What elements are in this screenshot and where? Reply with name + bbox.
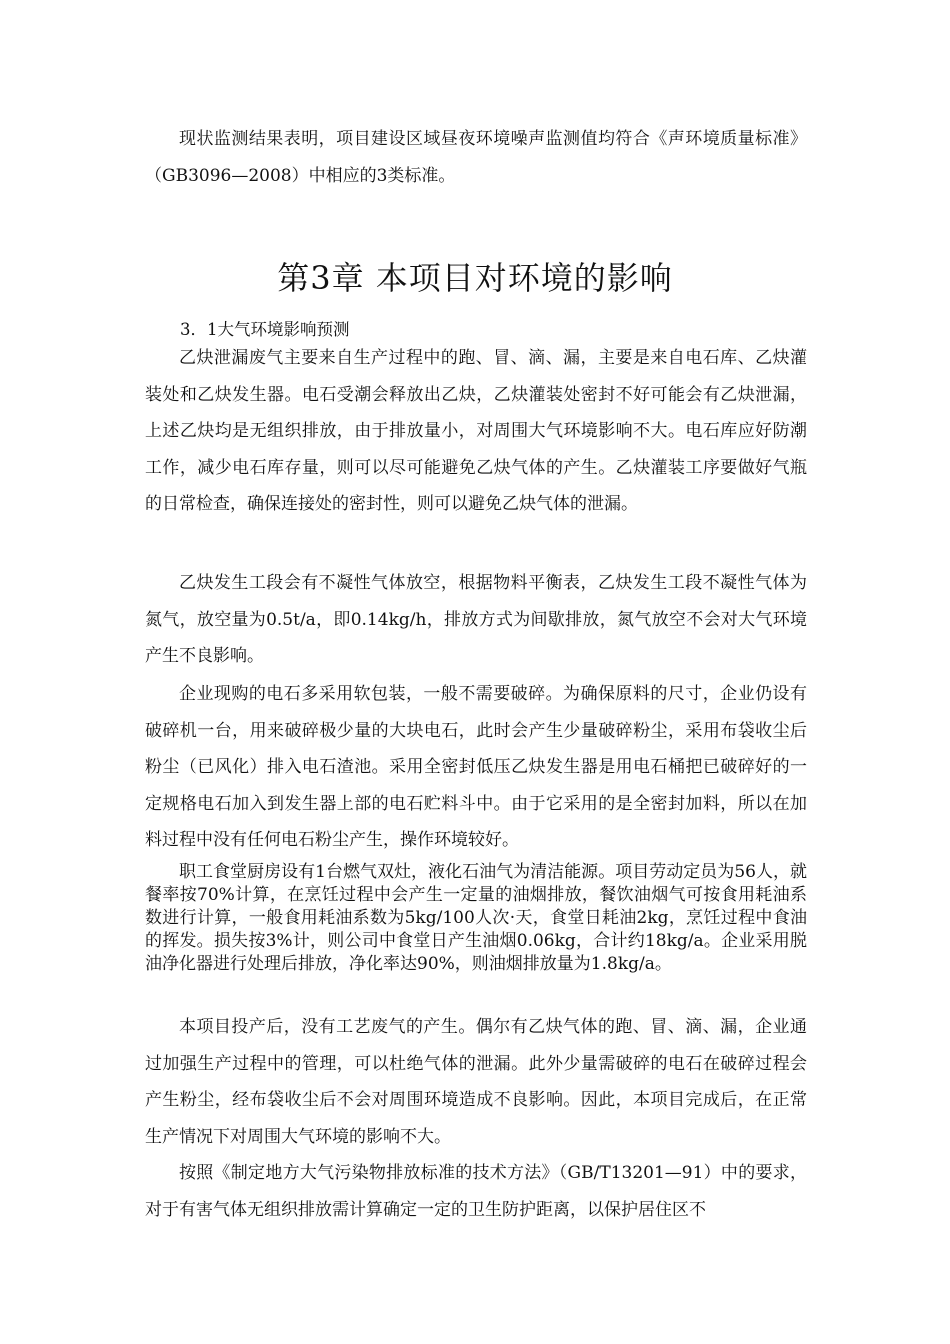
section-title: 3．1大气环境影响预测 — [180, 320, 350, 339]
paragraph-calcium-carbide-dust: 企业现购的电石多采用软包装，一般不需要破碎。为确保原料的尺寸，企业仍设有破碎机一台，用来破碎极少量的大块电石，此时会产生少量破碎粉尘，采用布袋收尘后粉尘（已风化）排入电石渣池。采用全密封低压乙炔发生器是用电石桶把已破碎好的一定规格电石加入到发生器上部的电石贮料斗中。由于它采用的是全密封加料，所以在加料过程中没有任何电石粉尘产生，操作环境较好。 — [145, 684, 807, 850]
paragraph-noise-conclusion: 现状监测结果表明，项目建设区域昼夜环境噪声监测值均符合《声环境质量标准》（GB3096—2008）中相应的3类标准。 — [145, 129, 807, 186]
paragraph-canteen-fumes: 职工食堂厨房设有1台燃气双灶，液化石油气为清洁能源。项目劳动定员为56人，就餐率按70%计算，在烹饪过程中会产生一定量的油烟排放，餐饮油烟气可按食用耗油系数进行计算，一般食用耗油系数为5kg/100人次·天，食堂日耗油2kg，烹饪过程中食油的挥发。损失按3%计，则公司中食堂日产生油烟0.06kg，合计约18kg/a。企业采用脱油净化器进行处理后排放，净化率达90%，则油烟排放量为1.8kg/a。 — [145, 862, 807, 974]
paragraph-noncondensable-gas: 乙炔发生工段会有不凝性气体放空，根据物料平衡表，乙炔发生工段不凝性气体为氮气，放空量为0.5t/a，即0.14kg/h，排放方式为间歇排放，氮气放空不会对大气环境产生不良影响。 — [145, 573, 807, 666]
paragraph-no-process-gas: 本项目投产后，没有工艺废气的产生。偶尔有乙炔气体的跑、冒、滴、漏，企业通过加强生产过程中的管理，可以杜绝气体的泄漏。此外少量需破碎的电石在破碎过程会产生粉尘，经布袋收尘后不会对周围环境造成不良影响。因此，本项目完成后，在正常生产情况下对周围大气环境的影响不大。 — [145, 1017, 807, 1147]
chapter-title: 第3章 本项目对环境的影响 — [277, 259, 673, 297]
paragraph-acetylene-leakage: 乙炔泄漏废气主要来自生产过程中的跑、冒、滴、漏，主要是来自电石库、乙炔灌装处和乙炔发生器。电石受潮会释放出乙炔，乙炔灌装处密封不好可能会有乙炔泄漏，上述乙炔均是无组织排放，由于排放量小，对周围大气环境影响不大。电石库应好防潮工作，减少电石库存量，则可以尽可能避免乙炔气体的产生。乙炔灌装工序要做好气瓶的日常检查，确保连接处的密封性，则可以避免乙炔气体的泄漏。 — [145, 348, 807, 514]
paragraph-sanitary-distance: 按照《制定地方大气污染物排放标准的技术方法》（GB/T13201—91）中的要求，对于有害气体无组织排放需计算确定一定的卫生防护距离，以保护居住区不 — [145, 1163, 807, 1220]
